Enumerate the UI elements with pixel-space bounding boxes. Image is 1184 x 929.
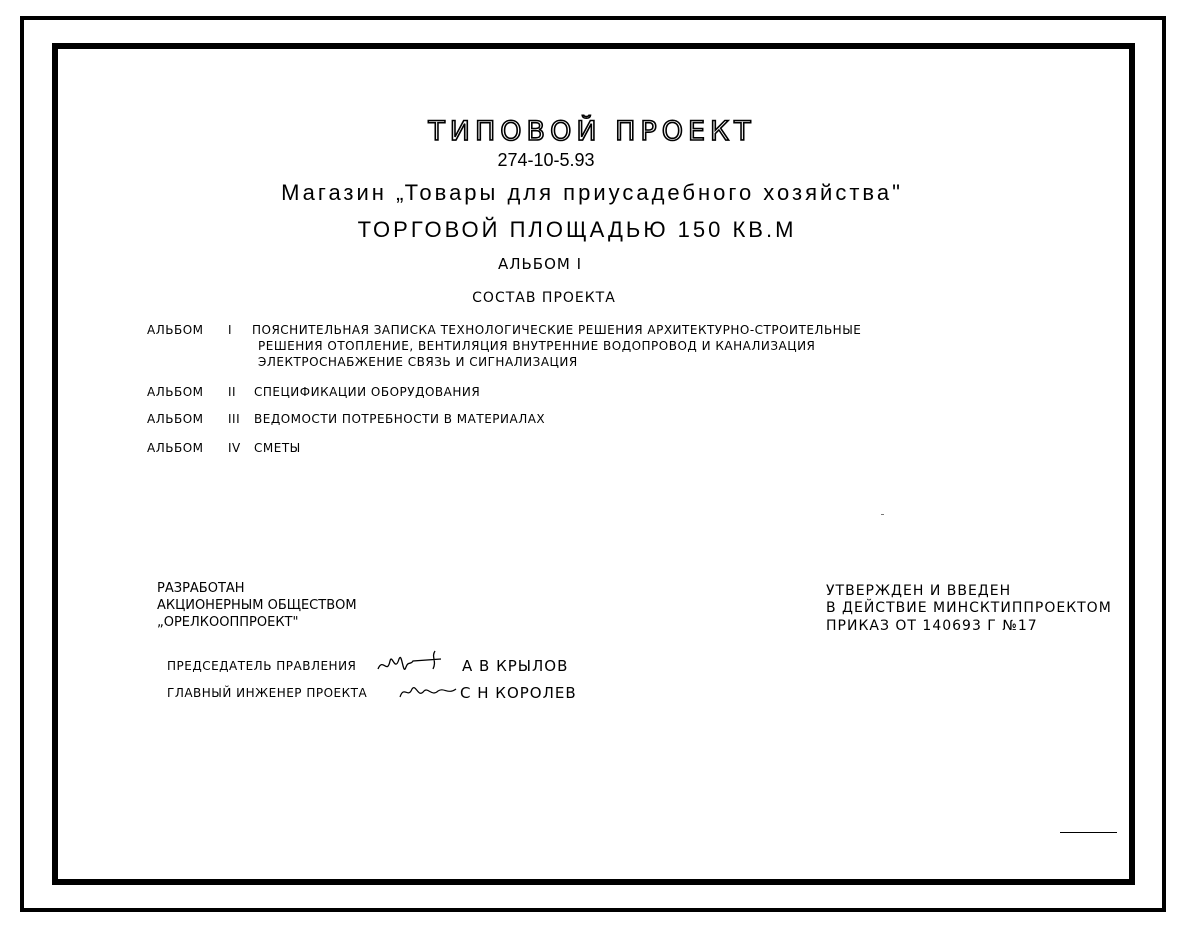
- developer-line-2: АКЦИОНЕРНЫМ ОБЩЕСТВОМ: [157, 598, 357, 613]
- album-row-label: АЛЬБОМ: [147, 385, 204, 399]
- album-row-text: ЭЛЕКТРОСНАБЖЕНИЕ СВЯЗЬ И СИГНАЛИЗАЦИЯ: [258, 355, 578, 369]
- album-row-number: II: [228, 385, 237, 399]
- album-row-number: IV: [228, 441, 241, 455]
- album-row-label: АЛЬБОМ: [147, 441, 204, 455]
- signature-chief-engineer: [398, 681, 460, 703]
- document-title: ТИПОВОЙ ПРОЕКТ: [428, 116, 756, 147]
- corner-rule: [1060, 832, 1117, 833]
- album-row-label: АЛЬБОМ: [147, 412, 204, 426]
- subtitle-line-2: ТОРГОВОЙ ПЛОЩАДЬЮ 150 КВ.М: [357, 217, 797, 242]
- album-label: АЛЬБОМ I: [497, 255, 583, 273]
- developer-line-3: „ОРЕЛКООППРОЕКТ": [157, 615, 299, 630]
- album-row-number: III: [228, 412, 241, 426]
- approval-line-2: В ДЕЙСТВИЕ МИНСКТИППРОЕКТОМ: [826, 600, 1112, 616]
- approval-line-3: ПРИКАЗ ОТ 140693 Г №17: [826, 618, 1038, 634]
- album-row-text: СПЕЦИФИКАЦИИ ОБОРУДОВАНИЯ: [254, 385, 481, 399]
- album-row-number: I: [228, 323, 233, 337]
- composition-heading: СОСТАВ ПРОЕКТА: [472, 290, 616, 306]
- signature-role-chief-engineer: ГЛАВНЫЙ ИНЖЕНЕР ПРОЕКТА: [167, 686, 368, 700]
- album-row-text: СМЕТЫ: [254, 441, 301, 455]
- subtitle-line-1: Магазин „Товары для приусадебного хозяйства": [281, 180, 903, 205]
- signature-name-chairman: А В КРЫЛОВ: [462, 657, 569, 675]
- album-row-text: РЕШЕНИЯ ОТОПЛЕНИЕ, ВЕНТИЛЯЦИЯ ВНУТРЕННИЕ ВОДОПРОВОД И КАНАЛИЗАЦИЯ: [258, 339, 816, 353]
- album-row-label: АЛЬБОМ: [147, 323, 204, 337]
- approval-line-1: УТВЕРЖДЕН И ВВЕДЕН: [826, 583, 1012, 599]
- project-code: 274-10-5.93: [497, 150, 595, 170]
- signature-chairman: [375, 647, 445, 679]
- developer-line-1: РАЗРАБОТАН: [157, 581, 245, 596]
- signature-name-chief-engineer: С Н КОРОЛЕВ: [460, 684, 577, 702]
- album-row-text: ВЕДОМОСТИ ПОТРЕБНОСТИ В МАТЕРИАЛАХ: [254, 412, 546, 426]
- stray-mark: [881, 514, 884, 515]
- signature-role-chairman: ПРЕДСЕДАТЕЛЬ ПРАВЛЕНИЯ: [167, 659, 357, 673]
- album-row-text: ПОЯСНИТЕЛЬНАЯ ЗАПИСКА ТЕХНОЛОГИЧЕСКИЕ РЕШЕНИЯ АРХИТЕКТУРНО-СТРОИТЕЛЬНЫЕ: [252, 323, 862, 337]
